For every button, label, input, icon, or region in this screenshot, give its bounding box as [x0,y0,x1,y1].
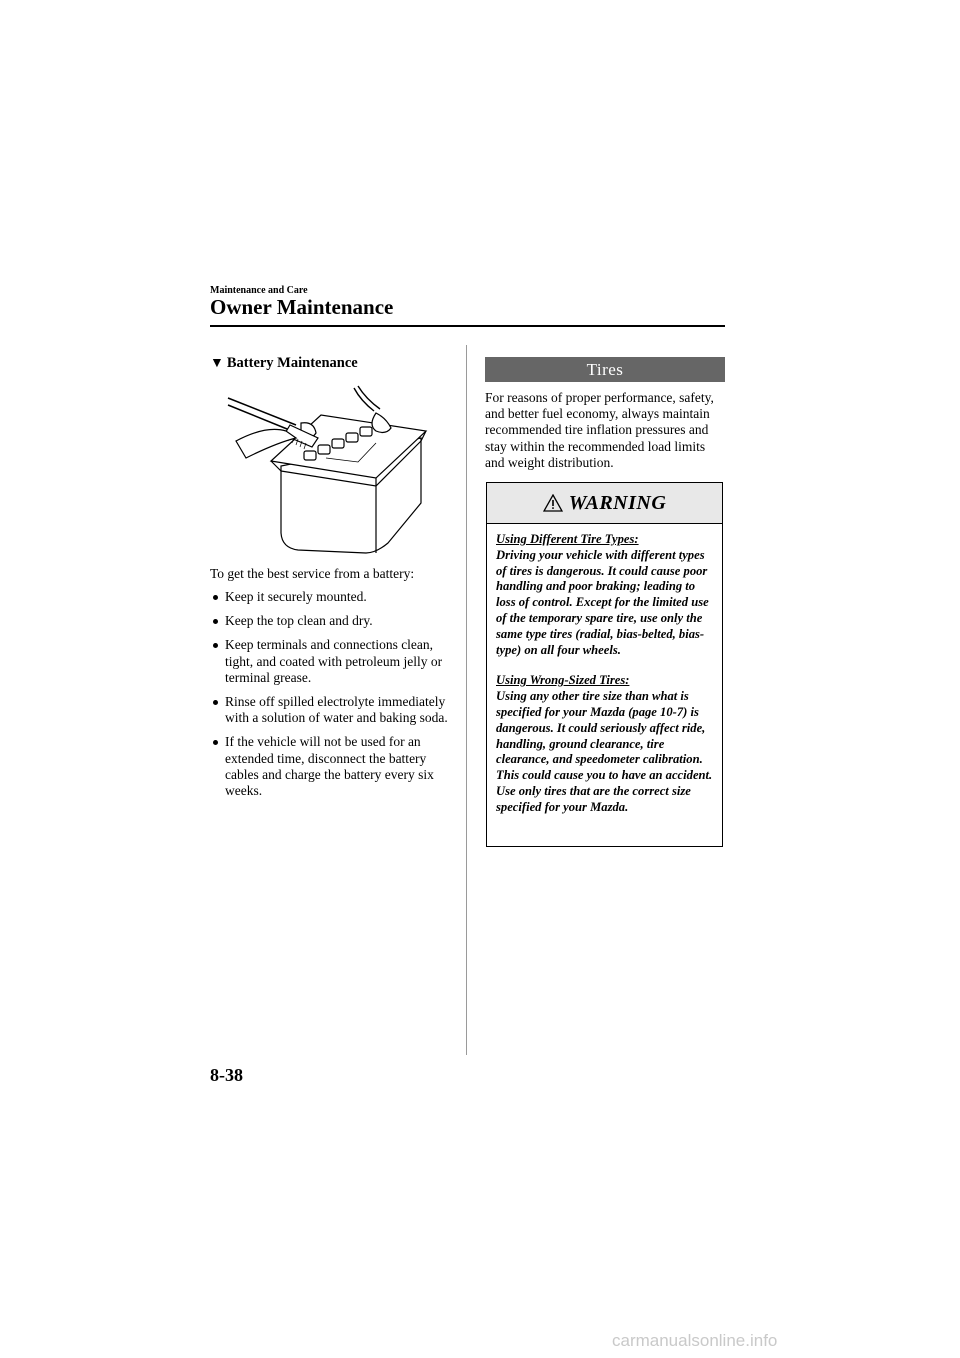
watermark: carmanualsonline.info [612,1331,778,1350]
bullet-icon [213,619,218,624]
list-item-text: Keep terminals and connections clean, tight, and coated with petroleum jelly or terminal grease. [225,637,443,685]
triangle-down-icon: ▼ [210,355,224,371]
warning-text: Driving your vehicle with different types of tires is dangerous. It could cause poor handling and poor braking; leading to loss of control. Except for the limited use of the temporary spare tire, use only the same type tires (radial, bias-belted, bias-type) on all four wheels. [496,547,709,657]
warning-subheading: Using Wrong-Sized Tires: [496,673,630,688]
warning-box [486,482,723,847]
warning-title: WARNING [568,491,667,514]
battery-tips-list [210,589,460,807]
column-divider [466,345,467,1055]
bullet-icon [213,740,218,745]
tires-intro: For reasons of proper performance, safety, and better fuel economy, always maintain recommended tire inflation pressures and stay within the recommended load limits and weight distribution. [485,390,714,470]
battery-heading [210,355,358,372]
warning-text: Using any other tire size than what is specified for your Mazda (page 10-7) is dangerous. It could seriously affect ride, handling, ground clearance, tire clearance, and speedometer calibration. This could cause you to have an accident. Use only tires that are the correct size specified for your Mazda. [496,689,713,814]
warning-subheading: Using Different Tire Types: [496,532,639,546]
list-item [210,637,460,686]
list-item [210,613,460,629]
list-item [210,589,460,605]
header-rule [210,325,725,327]
list-item [210,694,460,726]
page-title: Owner Maintenance [210,295,394,319]
bullet-icon [213,700,218,705]
list-item-text: Keep it securely mounted. [225,589,367,604]
battery-intro: To get the best service from a battery: [210,566,415,581]
section-label: Maintenance and Care [210,285,308,296]
tires-heading: Tires [485,357,725,382]
page-number: 8-38 [210,1065,243,1085]
warning-header [487,483,722,524]
battery-cleaning-illustration [226,383,441,555]
list-item-text: Rinse off spilled electrolyte immediately with a solution of water and baking soda. [225,694,448,726]
bullet-icon [213,595,218,600]
list-item-text: Keep the top clean and dry. [225,613,373,629]
list-item [210,734,460,799]
bullet-icon [213,643,218,648]
warning-body [487,524,722,816]
battery-heading-text: Battery Maintenance [226,355,358,371]
warning-triangle-icon [543,494,563,512]
list-item-text: If the vehicle will not be used for an extended time, disconnect the battery cables and charge the battery every six weeks. [225,734,434,799]
